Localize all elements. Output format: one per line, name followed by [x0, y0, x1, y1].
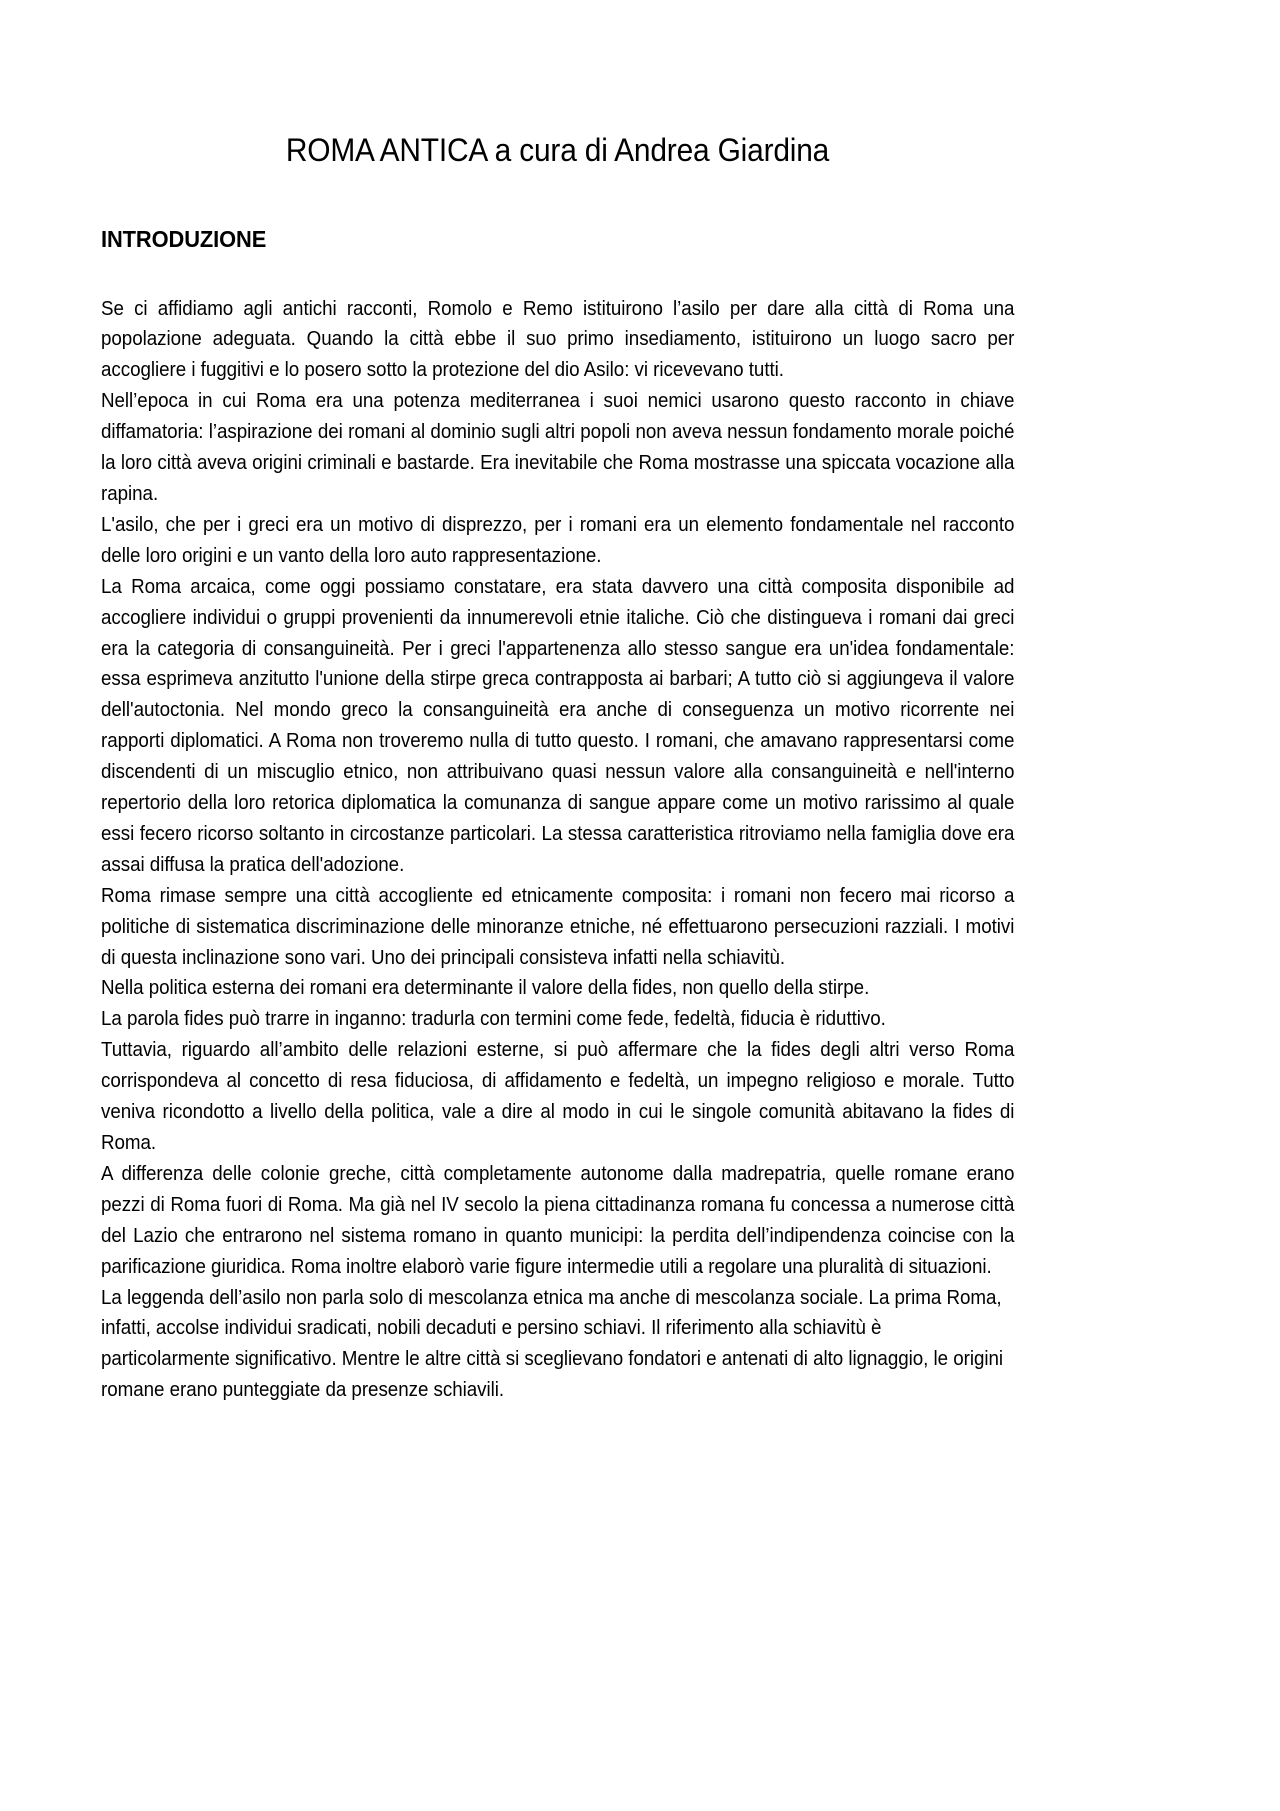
- paragraph: Nella politica esterna dei romani era determinante il valore della fides, non quello della stirpe.: [101, 977, 870, 1000]
- paragraph: L'asilo, che per i greci era un motivo di disprezzo, per i romani era un elemento fondamentale nel racconto delle loro origini e un vanto della loro auto rappresentazione.: [101, 513, 1015, 567]
- paragraph: Roma rimase sempre una città accogliente ed etnicamente composita: i romani non fecero mai ricorso a politiche di sistematica discriminazione delle minoranze etniche, né effettuarono persecuzioni razziali. I motivi di questa inclinazione sono vari. Uno dei principali consisteva infatti nella schiavitù.: [101, 884, 1015, 969]
- paragraph: Se ci affidiamo agli antichi racconti, Romolo e Remo istituirono l’asilo per dare alla città di Roma una popolazione adeguata. Quando la città ebbe il suo primo insediamento, istituirono un luogo sacro per accogliere i fuggitivi e lo posero sotto la protezione del dio Asilo: vi ricevevano tutti.: [101, 297, 1015, 382]
- body-text: [101, 254, 1014, 1407]
- page-title: ROMA ANTICA a cura di Andrea Giardina: [285, 132, 830, 168]
- paragraph: Nell’epoca in cui Roma era una potenza mediterranea i suoi nemici usarono questo racconto in chiave diffamatoria: l’aspirazione dei romani al dominio sugli altri popoli non aveva nessun fondamento morale poiché la loro città aveva origini criminali e bastarde. Era inevitabile che Roma mostrasse una spiccata vocazione alla rapina.: [101, 390, 1015, 505]
- section-heading-introduzione: INTRODUZIONE: [101, 226, 267, 253]
- document-content: [101, 0, 1014, 1406]
- paragraph: La leggenda dell’asilo non parla solo di mescolanza etnica ma anche di mescolanza sociale. La prima Roma, infatti, accolse individui sradicati, nobili decaduti e persino schiavi. Il riferimento alla schiavitù è particolarmente significativo. Mentre le altre città si sceglievano fondatori e antenati di alto lignaggio, le origini romane erano punteggiate da presenze schiavili.: [101, 1286, 1004, 1402]
- paragraph: Tuttavia, riguardo all’ambito delle relazioni esterne, si può affermare che la fides degli altri verso Roma corrispondeva al concetto di resa fiduciosa, di affidamento e fedeltà, un impegno religioso e morale. Tutto veniva ricondotto a livello della politica, vale a dire al modo in cui le singole comunità abitavano la fides di Roma.: [101, 1039, 1015, 1154]
- paragraph: La Roma arcaica, come oggi possiamo constatare, era stata davvero una città composita disponibile ad accogliere individui o gruppi provenienti da innumerevoli etnie italiche. Ciò che distingueva i romani dai greci era la categoria di consanguineità. Per i greci l'appartenenza allo stesso sangue era un'idea fondamentale: essa esprimeva anzitutto l'unione della stirpe greca contrapposta ai barbari; A tutto ciò si aggiungeva il valore dell'autoctonia. Nel mondo greco la consanguineità era anche di conseguenza un motivo ricorrente nei rapporti diplomatici. A Roma non troveremo nulla di tutto questo. I romani, che amavano rappresentarsi come discendenti di un miscuglio etnico, non attribuivano quasi nessun valore alla consanguineità e nell'interno repertorio della loro retorica diplomatica la comunanza di sangue appare come un motivo rarissimo al quale essi fecero ricorso soltanto in circostanze particolari. La stessa caratteristica ritroviamo nella famiglia dove era assai diffusa la pratica dell'adozione.: [101, 575, 1015, 876]
- paragraph: A differenza delle colonie greche, città completamente autonome dalla madrepatria, quelle romane erano pezzi di Roma fuori di Roma. Ma già nel IV secolo la piena cittadinanza romana fu concessa a numerose città del Lazio che entrarono nel sistema romano in quanto municipi: la perdita dell’indipendenza coincise con la parificazione giuridica. Roma inoltre elaborò varie figure intermedie utili a regolare una pluralità di situazioni.: [101, 1162, 1015, 1278]
- paragraph: La parola fides può trarre in inganno: tradurla con termini come fede, fedeltà, fiducia è riduttivo.: [101, 1008, 886, 1031]
